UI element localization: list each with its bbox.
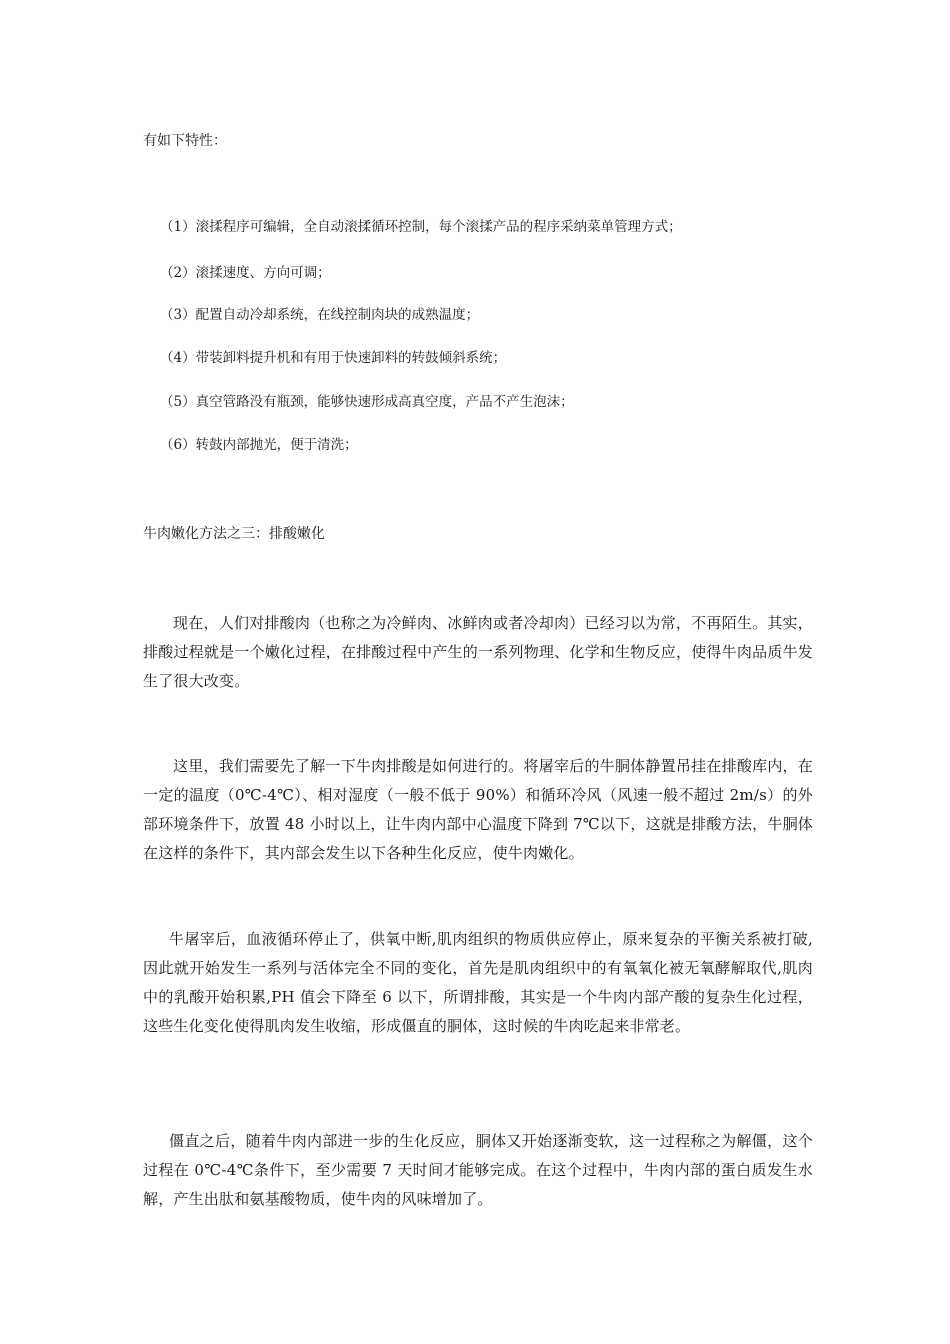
feature-item-2: （2）滚揉速度、方向可调； [160,265,331,281]
feature-item-6: （6）转鼓内部抛光，便于清洗； [160,437,358,453]
paragraph-2: 这里，我们需要先了解一下牛肉排酸是如何进行的。将屠宰后的牛胴体静置吊挂在排酸库内，在一定的温度（0℃-4℃）、相对湿度（一般不低于 90%）和循环冷风（风速一般不超过 2m/s）的外部环境条件下，放置 48 小时以上，让牛肉内部中心温度下降到 7℃以下，这就是排酸方法，牛胴体在这样的条件下，其内部会发生以下各种生化反应，使牛肉嫩化。 [143,757,813,862]
intro-text: 有如下特性： [143,133,227,149]
paragraph-1: 现在，人们对排酸肉（也称之为冷鲜肉、冰鲜肉或者冷却肉）已经习以为常，不再陌生。其实，排酸过程就是一个嫩化过程，在排酸过程中产生的一系列物理、化学和生物反应，使得牛肉品质牛发生了很大改变。 [143,614,813,690]
paragraph-4: 僵直之后，随着牛肉内部进一步的生化反应，胴体又开始逐渐变软，这一过程称之为解僵，这个过程在 0℃-4℃条件下，至少需要 7 天时间才能够完成。在这个过程中，牛肉内部的蛋白质发生水解，产生出肽和氨基酸物质，使牛肉的风味增加了。 [143,1132,813,1208]
feature-item-5: （5）真空管路没有瓶颈，能够快速形成高真空度，产品不产生泡沫； [160,394,574,410]
feature-item-4: （4）带装卸料提升机和有用于快速卸料的转鼓倾斜系统； [160,350,507,366]
feature-item-1: （1）滚揉程序可编辑，全自动滚揉循环控制，每个滚揉产品的程序采纳菜单管理方式； [160,219,682,235]
section-heading: 牛肉嫩化方法之三：排酸嫩化 [143,526,325,542]
paragraph-3: 牛屠宰后，血液循环停止了，供氧中断,肌肉组织的物质供应停止，原来复杂的平衡关系被打破,因此就开始发生一系列与活体完全不同的变化，首先是肌肉组织中的有氧氧化被无氧酵解取代,肌肉中的乳酸开始积累,PH 值会下降至 6 以下，所谓排酸，其实是一个牛肉内部产酸的复杂生化过程，这些生化变化使得肌肉发生收缩，形成僵直的胴体，这时候的牛肉吃起来非常老。 [143,930,813,1035]
feature-item-3: （3）配置自动冷却系统，在线控制肉块的成熟温度； [160,307,480,323]
